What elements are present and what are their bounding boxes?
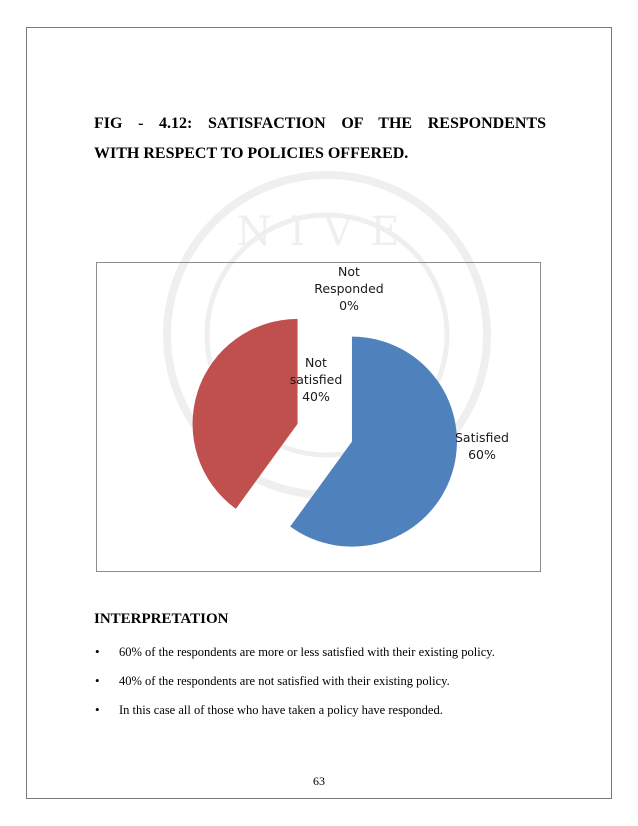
interpretation-list: [94, 642, 554, 729]
list-item-text: In this case all of those who have taken a policy have responded.: [119, 703, 443, 717]
pie-chart: [97, 263, 542, 573]
figure-title-line-1: FIG - 4.12: SATISFACTION OF THE RESPONDENTS: [94, 115, 546, 132]
list-item: [94, 671, 554, 700]
figure-title-line-2: WITH RESPECT TO POLICIES OFFERED.: [94, 145, 409, 162]
list-item-text: 40% of the respondents are not satisfied with their existing policy.: [119, 674, 450, 688]
list-item: [94, 642, 554, 671]
bullet-icon: •: [95, 644, 100, 659]
pie-chart-frame: [96, 262, 541, 572]
page-number: 63: [313, 774, 325, 788]
bullet-icon: •: [95, 673, 100, 688]
figure-title: [94, 109, 546, 169]
pie-label-not-responded: Not Responded 0%: [314, 264, 384, 313]
list-item: [94, 700, 554, 729]
pie-label-satisfied: Satisfied 60%: [455, 430, 509, 462]
list-item-text: 60% of the respondents are more or less satisfied with their existing policy.: [119, 645, 495, 659]
bullet-icon: •: [95, 702, 100, 717]
interpretation-heading: INTERPRETATION: [94, 611, 229, 627]
pie-slice-not-satisfied: [193, 319, 298, 509]
pie-label-not-satisfied: Not satisfied 40%: [289, 355, 343, 404]
svg-text:NIVE: NIVE: [236, 209, 418, 255]
